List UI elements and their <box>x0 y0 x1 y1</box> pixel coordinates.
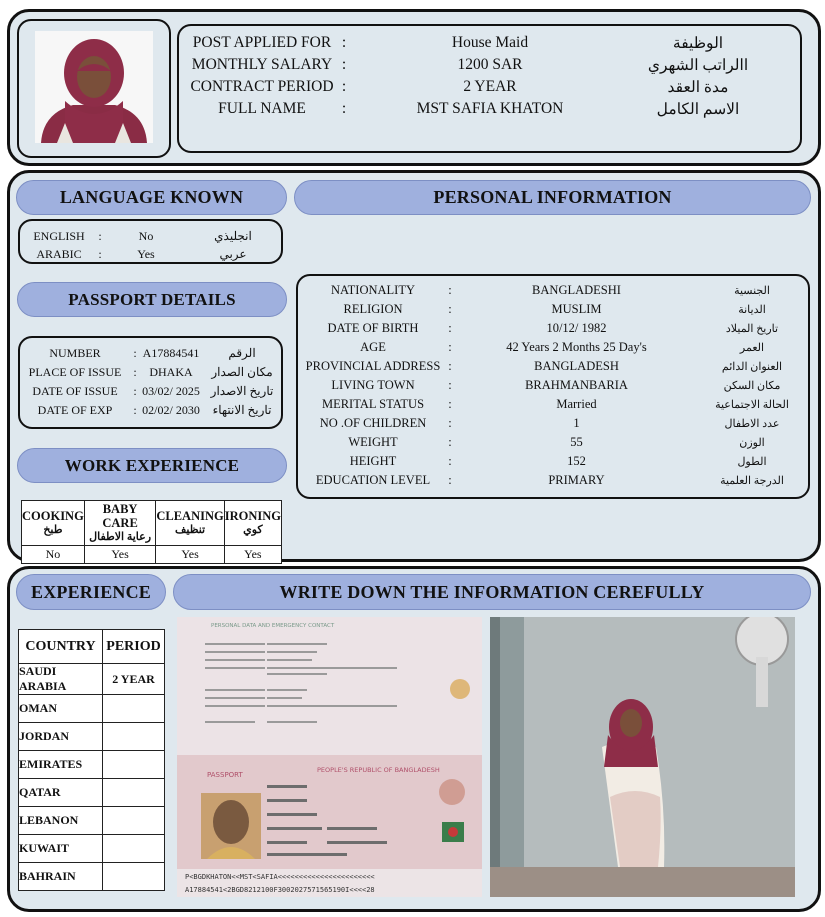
town-value: BRAHMANBARIA <box>525 378 628 392</box>
date-of-issue-value: 03/02/ 2025 <box>142 384 200 398</box>
work-experience-title: WORK EXPERIENCE <box>17 448 287 483</box>
children-arabic: عدد الاطفال <box>724 418 780 430</box>
sep: : <box>341 100 347 117</box>
scan-passport-word: PASSPORT <box>207 771 243 779</box>
post-value: House Maid <box>451 34 529 51</box>
marital-arabic: الحالة الاجتماعية <box>715 399 789 411</box>
post-arabic: الوظيفة <box>672 34 724 52</box>
skill-en: COOKING <box>22 509 84 523</box>
contract-arabic: مدة العقد <box>667 78 729 96</box>
place-of-issue-value: DHAKA <box>149 365 193 379</box>
personal-info-title: PERSONAL INFORMATION <box>294 180 811 215</box>
skill-cleaning <box>156 501 224 546</box>
name-value: MST SAFIA KHATON <box>416 100 564 117</box>
sep: : <box>133 365 137 379</box>
period-cell <box>103 695 165 723</box>
name-label: FULL NAME <box>218 100 306 117</box>
skill-baby-care <box>84 501 156 546</box>
skill-value: Yes <box>156 546 224 564</box>
address-arabic: العنوان الدائم <box>721 361 783 373</box>
sep: : <box>448 359 452 373</box>
skill-en: CLEANING <box>156 509 224 523</box>
english-label: ENGLISH <box>33 228 85 243</box>
arabic-label: ARABIC <box>36 246 82 261</box>
period-cell <box>103 835 165 863</box>
period-header: PERIOD <box>103 630 165 664</box>
country-cell: JORDAN <box>19 723 103 751</box>
passport-grid <box>20 344 282 420</box>
date-of-exp-arabic: تاريخ الانتهاء <box>212 403 272 417</box>
arabic-arabic: عربي <box>219 246 247 261</box>
period-cell <box>103 807 165 835</box>
skill-ar: تنظيف <box>174 524 206 536</box>
town-arabic: مكان السكن <box>723 380 781 392</box>
sep: : <box>448 435 452 449</box>
salary-arabic: االراتب الشهري <box>647 56 749 74</box>
contract-value: 2 YEAR <box>463 78 517 95</box>
place-of-issue-label: PLACE OF ISSUE <box>28 365 122 379</box>
salary-label: MONTHLY SALARY <box>191 56 333 73</box>
salary-value: 1200 SAR <box>457 56 523 73</box>
children-value: 1 <box>573 416 580 430</box>
skill-cooking <box>22 501 85 546</box>
portrait-frame <box>17 19 171 158</box>
personal-info-grid <box>300 281 805 490</box>
skills-table <box>21 500 282 564</box>
passport-number-label: NUMBER <box>49 346 101 360</box>
education-label: EDUCATION LEVEL <box>315 473 431 487</box>
period-cell <box>103 863 165 891</box>
name-arabic: الاسم الكامل <box>656 100 740 118</box>
period-cell <box>103 779 165 807</box>
country-cell: QATAR <box>19 779 103 807</box>
address-value: BANGLADESH <box>534 359 619 373</box>
period-cell <box>103 723 165 751</box>
dob-arabic: تاريخ الميلاد <box>725 323 779 335</box>
passport-number-value: A17884541 <box>142 346 200 360</box>
date-of-exp-label: DATE OF EXP <box>37 403 113 417</box>
children-label: NO .OF CHILDREN <box>319 416 427 430</box>
experience-title: EXPERIENCE <box>16 574 166 610</box>
sep: : <box>341 56 347 73</box>
skill-value: Yes <box>84 546 156 564</box>
dob-label: DATE OF BIRTH <box>327 321 419 335</box>
sep: : <box>133 346 137 360</box>
period-cell <box>103 751 165 779</box>
education-arabic: الدرجة العلمية <box>720 475 784 487</box>
place-of-issue-arabic: مكان الصدار <box>211 365 273 379</box>
english-arabic: انجليذي <box>214 228 252 243</box>
arabic-value: Yes <box>137 246 155 261</box>
age-value: 42 Years 2 Months 25 Day's <box>506 340 647 354</box>
country-header: COUNTRY <box>19 630 103 664</box>
religion-arabic: الديانة <box>738 304 766 316</box>
sep: : <box>341 78 347 95</box>
religion-label: RELIGION <box>343 302 403 316</box>
sep: : <box>448 473 452 487</box>
skill-ar: كوي <box>243 524 263 536</box>
language-title: LANGUAGE KNOWN <box>16 180 287 215</box>
date-of-exp-value: 02/02/ 2030 <box>142 403 200 417</box>
age-label: AGE <box>360 340 386 354</box>
town-label: LIVING TOWN <box>331 378 415 392</box>
religion-value: MUSLIM <box>551 302 602 316</box>
scan-republic: PEOPLE'S REPUBLIC OF BANGLADESH <box>317 766 440 774</box>
experience-table <box>18 629 165 891</box>
passport-title: PASSPORT DETAILS <box>17 282 287 317</box>
skill-ironing <box>224 501 281 546</box>
sep: : <box>98 228 102 243</box>
sep: : <box>341 34 347 51</box>
country-cell: LEBANON <box>19 807 103 835</box>
marital-label: MERITAL STATUS <box>321 397 425 411</box>
nationality-arabic: الجنسية <box>734 285 770 297</box>
height-value: 152 <box>567 454 586 468</box>
full-body-photo <box>490 617 795 897</box>
sep: : <box>448 454 452 468</box>
date-of-issue-arabic: تاريخ الاصدار <box>210 384 274 398</box>
country-cell: EMIRATES <box>19 751 103 779</box>
height-arabic: الطول <box>737 456 767 468</box>
weight-label: WEIGHT <box>348 435 398 449</box>
sep: : <box>448 397 452 411</box>
nationality-label: NATIONALITY <box>330 283 415 297</box>
marital-value: Married <box>556 397 597 411</box>
skill-ar: رعاية الاطفال <box>89 531 152 543</box>
english-value: No <box>138 228 154 243</box>
sep: : <box>448 283 452 297</box>
skill-value: Yes <box>224 546 281 564</box>
contract-label: CONTRACT PERIOD <box>190 78 334 95</box>
sep: : <box>448 302 452 316</box>
scan-mrz-2: A17884541<2BGD8212100F3002027571565190I<<<<28 <box>185 886 375 894</box>
date-of-issue-label: DATE OF ISSUE <box>32 384 118 398</box>
scan-mrz-1: P<BGDKHATON<<MST<SAFIA<<<<<<<<<<<<<<<<<<<<<<< <box>185 873 375 881</box>
weight-value: 55 <box>570 435 583 449</box>
country-cell: BAHRAIN <box>19 863 103 891</box>
sep: : <box>133 384 137 398</box>
skill-value: No <box>22 546 85 564</box>
skill-ar: طبخ <box>43 524 63 536</box>
sep: : <box>448 340 452 354</box>
sep: : <box>448 378 452 392</box>
post-info-grid <box>186 32 766 120</box>
passport-number-arabic: الرقم <box>228 346 256 360</box>
country-cell: OMAN <box>19 695 103 723</box>
nationality-value: BANGLADESHI <box>532 283 621 297</box>
sep: : <box>133 403 137 417</box>
height-label: HEIGHT <box>349 454 397 468</box>
dob-value: 10/12/ 1982 <box>546 321 607 335</box>
skill-en: BABY CARE <box>102 502 138 530</box>
address-label: PROVINCIAL ADDRESS <box>305 359 441 373</box>
sep: : <box>448 416 452 430</box>
language-grid <box>22 227 278 263</box>
portrait-photo <box>35 31 153 143</box>
skill-en: IRONING <box>224 509 281 523</box>
post-label: POST APPLIED FOR <box>192 34 332 51</box>
sep: : <box>448 321 452 335</box>
country-cell: SAUDI ARABIA <box>19 664 103 695</box>
scan-top-heading: PERSONAL DATA AND EMERGENCY CONTACT <box>211 623 335 629</box>
notice-title: WRITE DOWN THE INFORMATION CEREFULLY <box>173 574 811 610</box>
sep: : <box>98 246 102 261</box>
country-cell: KUWAIT <box>19 835 103 863</box>
passport-scan-art <box>177 617 482 897</box>
age-arabic: العمر <box>739 342 765 354</box>
weight-arabic: الوزن <box>739 437 765 449</box>
passport-scan-image <box>177 617 482 897</box>
period-cell: 2 YEAR <box>103 664 165 695</box>
education-value: PRIMARY <box>548 473 605 487</box>
full-body-art <box>490 617 795 897</box>
